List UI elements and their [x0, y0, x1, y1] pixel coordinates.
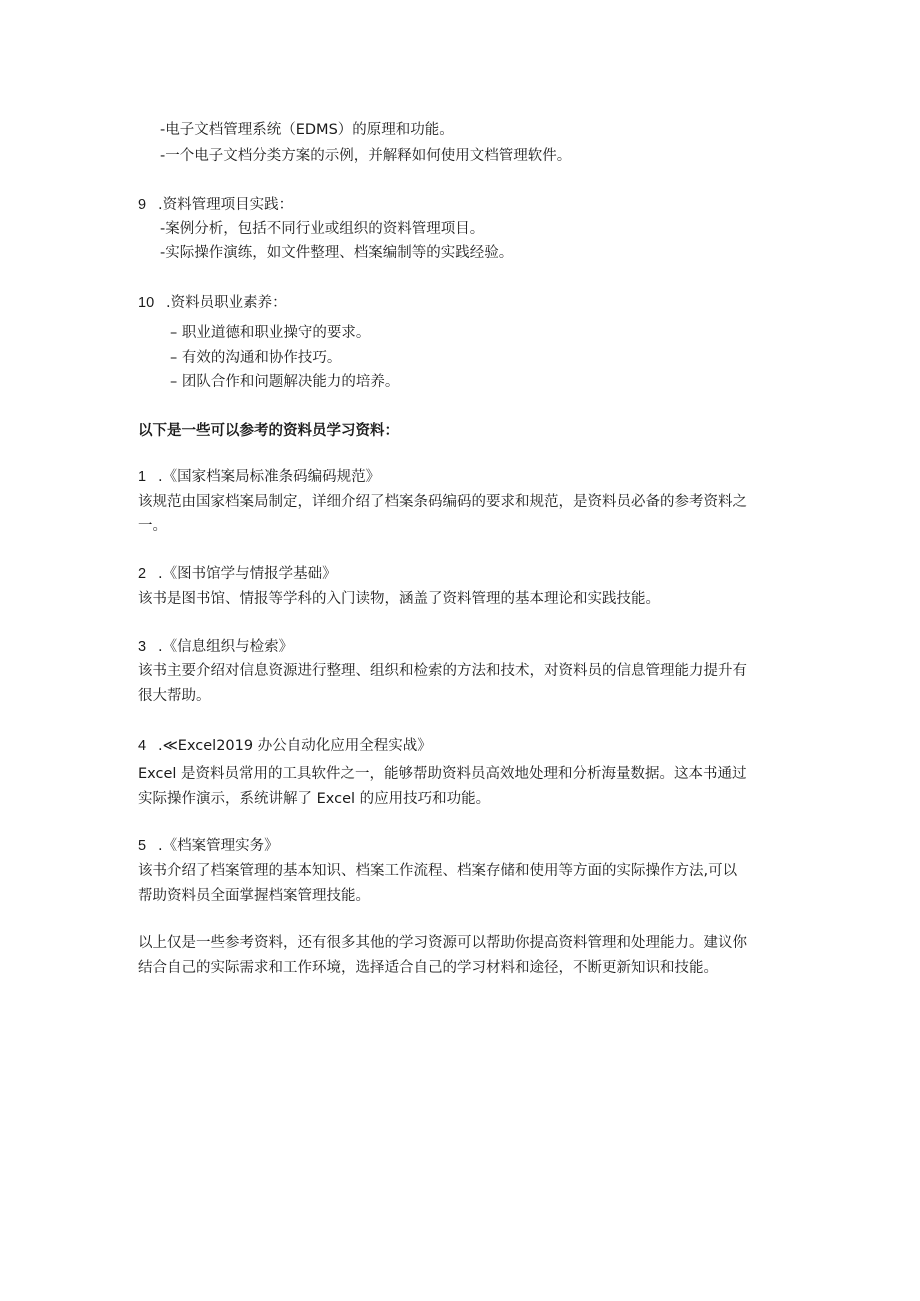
item9-title: .资料管理项目实践： — [158, 197, 294, 213]
ref-description: 该书介绍了档案管理的基本知识、档案工作流程、档案存储和使用等方面的实际操作方法,可以 — [138, 863, 738, 879]
item10-bullet: – 有效的沟通和协作技巧。 — [170, 350, 342, 366]
ref-number: 2 — [138, 566, 147, 582]
ref-description: 该书主要介绍对信息资源进行整理、组织和检索的方法和技术，对资料员的信息管理能力提升有 — [138, 663, 747, 679]
ref-number: 4 — [138, 738, 147, 754]
item9-bullet: -实际操作演练，如文件整理、档案编制等的实践经验。 — [160, 245, 514, 261]
item10-title: .资料员职业素养： — [166, 295, 287, 311]
ref-number: 3 — [138, 639, 147, 655]
intro-bullet: -一个电子文档分类方案的示例，并解释如何使用文档管理软件。 — [160, 148, 572, 164]
ref-number: 5 — [138, 838, 147, 854]
ref-description: 很大帮助。 — [138, 688, 211, 704]
ref-description: 帮助资料员全面掌握档案管理技能。 — [138, 888, 370, 904]
ref-description: 一。 — [138, 518, 167, 534]
item10-number: 10 — [138, 295, 155, 311]
ref-title: .《信息组织与检索》 — [158, 639, 294, 655]
ref-description: 该书是图书馆、情报等学科的入门读物，涵盖了资料管理的基本理论和实践技能。 — [138, 591, 660, 607]
item9-bullet: -案例分析，包括不同行业或组织的资料管理项目。 — [160, 221, 485, 237]
reference-heading: 以下是一些可以参考的资料员学习资料： — [138, 423, 399, 439]
ref-title: .≪Excel2019 办公自动化应用全程实战》 — [158, 738, 432, 754]
ref-number: 1 — [138, 469, 147, 485]
intro-bullet: -电子文档管理系统（EDMS）的原理和功能。 — [160, 122, 454, 138]
ref-description: Excel 是资料员常用的工具软件之一，能够帮助资料员高效地处理和分析海量数据。这本书通过 — [138, 766, 747, 782]
ref-title: .《图书馆学与情报学基础》 — [158, 566, 337, 582]
item10-bullet: – 团队合作和问题解决能力的培养。 — [170, 374, 400, 390]
conclusion-text: 以上仅是一些参考资料，还有很多其他的学习资源可以帮助你提高资料管理和处理能力。建议你 — [138, 935, 747, 951]
ref-description: 该规范由国家档案局制定，详细介绍了档案条码编码的要求和规范，是资料员必备的参考资料之 — [138, 494, 747, 510]
item9-number: 9 — [138, 197, 147, 213]
ref-title: .《国家档案局标准条码编码规范》 — [158, 469, 381, 485]
conclusion-text: 结合自己的实际需求和工作环境，选择适合自己的学习材料和途径，不断更新知识和技能。 — [138, 960, 718, 976]
item10-bullet: – 职业道德和职业操守的要求。 — [170, 325, 371, 341]
ref-description: 实际操作演示，系统讲解了 Excel 的应用技巧和功能。 — [138, 791, 491, 807]
ref-title: .《档案管理实务》 — [158, 838, 279, 854]
